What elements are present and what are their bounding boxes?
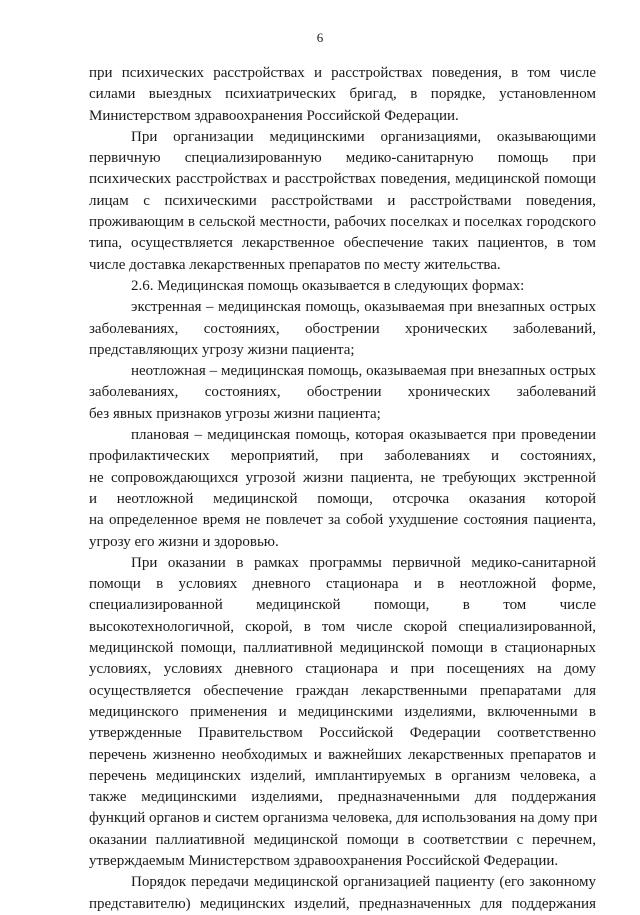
paragraph (89, 361, 596, 425)
text-line: специализированной медицинской помощи, в том числе (89, 597, 596, 614)
text-line: осуществляется обеспечение граждан лекарственными препаратами для (89, 682, 596, 699)
text-line: психических расстройствах и расстройствах поведения, медицинской помощи (89, 171, 596, 188)
text-line: и неотложной медицинской помощи, отсрочка оказания которой (89, 490, 596, 507)
text-line: экстренная – медицинская помощь, оказываемая при внезапных острых (131, 299, 596, 316)
text-line: также медицинскими изделиями, предназначенными для поддержания (89, 789, 596, 806)
paragraph (89, 297, 596, 361)
text-line: не сопровождающихся угрозой жизни пациента, не требующих экстренной (89, 469, 596, 486)
text-line: представителю) медицинских изделий, предназначенных для поддержания (89, 895, 596, 912)
text-line: перечень жизненно необходимых и важнейших лекарственных препаратов и (89, 746, 596, 763)
text-line: числе доставка лекарственных препаратов по месту жительства. (89, 256, 501, 273)
paragraph (89, 63, 596, 127)
body-text (89, 63, 596, 915)
text-line: оказании паллиативной медицинской помощи в соответствии с перечнем, (89, 831, 596, 848)
text-line: При оказании в рамках программы первичной медико-санитарной (131, 554, 596, 571)
text-line: заболеваниях, состояниях, обострении хронических заболеваний, (89, 320, 596, 337)
text-line: силами выездных психиатрических бригад, в порядке, установленном (89, 86, 596, 103)
text-line: на определенное время не повлечет за собой ухудшение состояния пациента, (89, 512, 596, 529)
text-line: утвержденные Правительством Российской Федерации соответственно (89, 725, 596, 742)
text-line: заболеваниях, состояниях, обострении хронических заболеваний (89, 384, 596, 401)
paragraph (89, 276, 596, 297)
paragraph (89, 872, 596, 915)
text-line: проживающим в сельской местности, рабочих поселках и поселках городского (89, 214, 596, 231)
text-line: высокотехнологичной, скорой, в том числе скорой специализированной, (89, 618, 596, 635)
text-line: перечень медицинских изделий, имплантируемых в организм человека, а (89, 767, 596, 784)
text-line: без явных признаков угрозы жизни пациента; (89, 405, 381, 422)
text-line: 2.6. Медицинская помощь оказывается в следующих формах: (131, 277, 525, 294)
text-line: Министерством здравоохранения Российской Федерации. (89, 107, 459, 124)
text-line: медицинской помощи, паллиативной медицинской помощи в стационарных (89, 640, 596, 657)
page-number: 6 (316, 30, 324, 45)
text-line: медицинского применения и медицинскими изделиями, включенными в (89, 703, 596, 720)
text-line: утверждаемым Министерством здравоохранения Российской Федерации. (89, 852, 559, 869)
text-line: типа, осуществляется лекарственное обеспечение таких пациентов, в том (89, 235, 596, 252)
paragraph (89, 127, 596, 276)
text-line: представляющих угрозу жизни пациента; (89, 341, 355, 358)
text-line: Порядок передачи медицинской организацией пациенту (его законному (131, 874, 596, 891)
text-line: плановая – медицинская помощь, которая оказывается при проведении (131, 427, 596, 444)
paragraph (89, 553, 596, 872)
text-line: неотложная – медицинская помощь, оказываемая при внезапных острых (131, 363, 596, 380)
paragraph (89, 425, 596, 553)
text-line: профилактических мероприятий, при заболеваниях и состояниях, (89, 448, 596, 465)
text-line: угрозу его жизни и здоровью. (89, 533, 279, 550)
text-line: функций органов и систем организма человека, для использования на дому при (89, 810, 598, 827)
text-line: при психических расстройствах и расстройствах поведения, в том числе (89, 65, 596, 81)
text-line: условиях, условиях дневного стационара и при посещениях на дому (89, 661, 596, 678)
text-line: первичную специализированную медико-санитарную помощь при (89, 150, 596, 167)
text-line: При организации медицинскими организациями, оказывающими (131, 128, 596, 145)
text-line: лицам с психическими расстройствами и расстройствами поведения, (89, 192, 596, 209)
text-line: помощи в условиях дневного стационара и в неотложной форме, (89, 576, 596, 593)
